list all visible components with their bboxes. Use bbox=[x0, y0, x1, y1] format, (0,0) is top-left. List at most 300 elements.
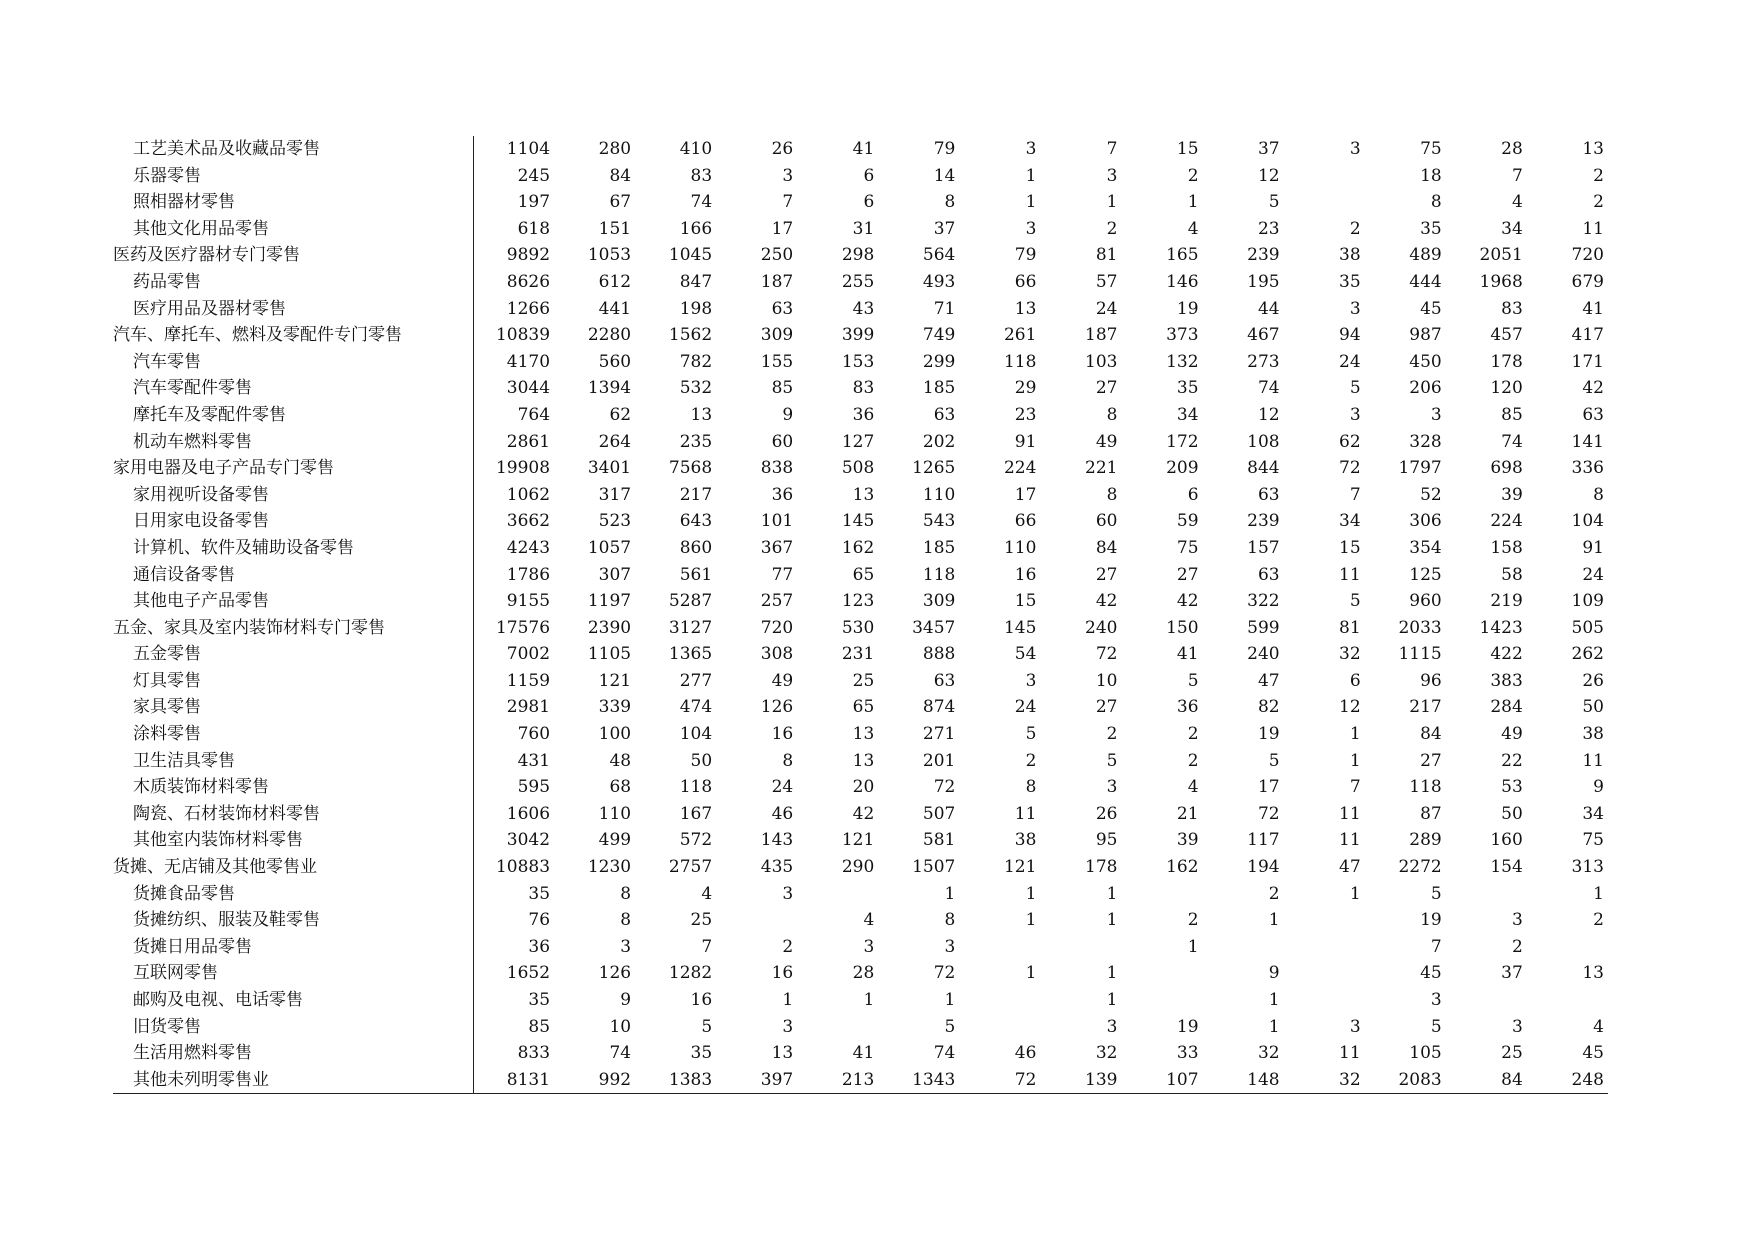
table-cell: 450 bbox=[1409, 351, 1442, 372]
table-row bbox=[113, 801, 1608, 828]
table-cell: 410 bbox=[679, 139, 713, 159]
row-label: 汽车、摩托车、燃料及零配件专门零售 bbox=[113, 322, 473, 349]
table-cell: 11 bbox=[1014, 803, 1037, 824]
table-cell: 74 bbox=[933, 1043, 956, 1064]
table-cell: 2272 bbox=[1398, 857, 1442, 878]
table-cell: 3401 bbox=[587, 458, 632, 479]
table-cell: 59 bbox=[1176, 511, 1199, 532]
table-cell: 85 bbox=[528, 1016, 551, 1037]
table-cell: 3 bbox=[1106, 777, 1118, 798]
table-cell: 4 bbox=[1593, 1016, 1604, 1037]
table-cell: 126 bbox=[598, 963, 632, 984]
table-cell: 250 bbox=[760, 245, 794, 266]
table-cell: 5 bbox=[1268, 192, 1280, 213]
table-row bbox=[113, 322, 1608, 349]
table-row bbox=[113, 615, 1608, 642]
table-cell: 109 bbox=[1571, 591, 1604, 612]
table-cell: 58 bbox=[1501, 564, 1523, 585]
table-row bbox=[113, 960, 1608, 987]
table-cell: 108 bbox=[1247, 431, 1280, 452]
table-cell: 23 bbox=[1257, 218, 1280, 239]
table-cell: 63 bbox=[771, 298, 794, 319]
table-cell: 43 bbox=[852, 298, 875, 319]
table-cell: 187 bbox=[1085, 325, 1118, 346]
table-cell: 1 bbox=[1106, 883, 1118, 904]
table-row bbox=[113, 375, 1608, 402]
table-cell: 72 bbox=[1095, 644, 1118, 665]
table-cell: 121 bbox=[598, 670, 632, 691]
table-row bbox=[113, 774, 1608, 801]
table-cell: 240 bbox=[1085, 617, 1118, 638]
table-cell: 81 bbox=[1095, 245, 1118, 266]
table-cell: 2 bbox=[1187, 724, 1199, 745]
table-cell: 9 bbox=[1268, 963, 1280, 984]
table-cell: 32 bbox=[1095, 1043, 1118, 1064]
table-cell: 15 bbox=[1014, 591, 1037, 612]
table-cell: 833 bbox=[517, 1043, 551, 1064]
table-cell: 4170 bbox=[506, 351, 551, 372]
table-cell: 1 bbox=[1349, 750, 1361, 771]
table-cell: 87 bbox=[1420, 803, 1442, 824]
table-cell: 838 bbox=[760, 458, 794, 479]
row-label: 生活用燃料零售 bbox=[113, 1040, 473, 1067]
table-cell: 94 bbox=[1339, 325, 1361, 346]
table-cell: 10 bbox=[1095, 670, 1118, 691]
table-cell: 290 bbox=[841, 857, 875, 878]
row-label: 汽车零配件零售 bbox=[113, 375, 473, 402]
table-cell: 489 bbox=[1409, 245, 1442, 266]
table-cell: 3662 bbox=[506, 511, 551, 532]
table-cell: 561 bbox=[679, 564, 713, 585]
table-cell: 15 bbox=[1339, 537, 1361, 558]
table-cell: 104 bbox=[679, 724, 713, 745]
table-cell: 41 bbox=[852, 1043, 875, 1064]
table-cell: 35 bbox=[1420, 218, 1442, 239]
table-cell: 16 bbox=[771, 724, 794, 745]
table-cell: 5287 bbox=[668, 591, 713, 612]
table-cell: 3 bbox=[863, 936, 875, 957]
table-cell: 38 bbox=[1582, 724, 1604, 745]
table-cell: 2083 bbox=[1365, 1067, 1446, 1094]
table-cell: 95 bbox=[1095, 830, 1118, 851]
table-cell: 3 bbox=[1430, 404, 1442, 425]
table-cell: 572 bbox=[679, 830, 713, 851]
table-cell: 1159 bbox=[506, 670, 551, 691]
table-cell: 1 bbox=[1025, 963, 1037, 984]
table-row bbox=[113, 562, 1608, 589]
table-cell: 118 bbox=[922, 564, 956, 585]
table-cell: 198 bbox=[679, 298, 713, 319]
table-cell: 7 bbox=[1511, 165, 1523, 186]
table-cell: 5 bbox=[1430, 1016, 1442, 1037]
table-cell: 11 bbox=[1339, 1043, 1361, 1064]
table-cell bbox=[716, 907, 797, 934]
table-cell: 309 bbox=[760, 325, 794, 346]
table-cell: 27 bbox=[1420, 750, 1442, 771]
table-cell: 467 bbox=[1247, 325, 1280, 346]
table-cell: 32 bbox=[1284, 1067, 1365, 1094]
table-cell: 76 bbox=[528, 910, 551, 931]
table-cell: 4 bbox=[1511, 192, 1523, 213]
table-cell: 35 bbox=[528, 990, 551, 1010]
row-label: 计算机、软件及辅助设备零售 bbox=[113, 535, 473, 562]
row-label: 药品零售 bbox=[113, 269, 473, 296]
table-cell bbox=[1284, 163, 1365, 190]
table-cell: 148 bbox=[1203, 1067, 1284, 1094]
table-cell: 45 bbox=[1420, 963, 1442, 984]
table-cell bbox=[1284, 907, 1365, 934]
table-cell: 19 bbox=[1176, 298, 1199, 319]
table-cell: 257 bbox=[760, 591, 794, 612]
row-label: 涂料零售 bbox=[113, 721, 473, 748]
table-cell: 84 bbox=[1095, 537, 1118, 558]
table-cell: 25 bbox=[852, 670, 875, 691]
table-cell: 1343 bbox=[878, 1067, 959, 1094]
table-cell: 27 bbox=[1176, 564, 1199, 585]
table-cell: 23 bbox=[1014, 404, 1037, 425]
table-cell: 120 bbox=[1490, 378, 1523, 399]
table-cell: 217 bbox=[679, 484, 713, 505]
table-cell: 24 bbox=[1095, 298, 1118, 319]
table-cell: 239 bbox=[1247, 245, 1280, 266]
table-cell bbox=[1284, 934, 1365, 961]
table-cell: 1 bbox=[944, 990, 956, 1010]
table-cell: 8 bbox=[1106, 404, 1118, 425]
table-cell: 13 bbox=[852, 750, 875, 771]
row-label: 照相器材零售 bbox=[113, 189, 473, 216]
table-cell: 143 bbox=[760, 830, 794, 851]
table-cell: 50 bbox=[1582, 697, 1604, 718]
table-cell: 240 bbox=[1247, 644, 1280, 665]
table-cell: 42 bbox=[852, 803, 875, 824]
table-cell bbox=[1040, 934, 1121, 961]
table-row bbox=[113, 163, 1608, 190]
table-cell: 165 bbox=[1166, 245, 1199, 266]
table-cell: 85 bbox=[771, 378, 794, 399]
table-cell: 1265 bbox=[912, 458, 956, 479]
table-cell: 847 bbox=[679, 271, 713, 292]
table-cell: 507 bbox=[922, 803, 956, 824]
table-cell: 49 bbox=[771, 670, 794, 691]
table-cell: 1562 bbox=[668, 325, 713, 346]
table-cell: 18 bbox=[1420, 165, 1442, 186]
table-cell: 123 bbox=[841, 591, 875, 612]
table-cell: 34 bbox=[1501, 218, 1523, 239]
table-cell: 224 bbox=[1490, 511, 1523, 532]
table-cell: 53 bbox=[1501, 777, 1523, 798]
table-cell: 307 bbox=[598, 564, 632, 585]
table-cell: 19908 bbox=[495, 458, 551, 479]
table-row bbox=[113, 827, 1608, 854]
table-row bbox=[113, 641, 1608, 668]
table-row bbox=[113, 508, 1608, 535]
table-row bbox=[113, 588, 1608, 615]
table-cell: 1 bbox=[1025, 165, 1037, 186]
table-cell: 532 bbox=[679, 378, 713, 399]
table-cell: 1 bbox=[1593, 883, 1604, 904]
table-cell: 2 bbox=[1106, 724, 1118, 745]
table-cell: 397 bbox=[716, 1067, 797, 1094]
table-cell: 9 bbox=[782, 404, 794, 425]
table-cell: 245 bbox=[517, 165, 551, 186]
table-row bbox=[113, 482, 1608, 509]
table-cell: 499 bbox=[598, 830, 632, 851]
table-cell: 39 bbox=[1501, 484, 1523, 505]
row-label: 医疗用品及器材零售 bbox=[113, 296, 473, 323]
row-label: 互联网零售 bbox=[113, 960, 473, 987]
table-cell: 72 bbox=[1339, 458, 1361, 479]
table-cell: 39 bbox=[1176, 830, 1199, 851]
table-cell: 154 bbox=[1490, 857, 1523, 878]
table-cell: 4 bbox=[1187, 218, 1199, 239]
table-cell: 110 bbox=[1003, 537, 1037, 558]
table-cell: 74 bbox=[1257, 378, 1280, 399]
table-cell: 34 bbox=[1176, 404, 1199, 425]
table-cell: 17 bbox=[771, 218, 794, 239]
table-cell: 2861 bbox=[506, 431, 551, 452]
table-cell: 45 bbox=[1582, 1043, 1604, 1064]
table-cell: 24 bbox=[1339, 351, 1361, 372]
row-label: 其他电子产品零售 bbox=[113, 588, 473, 615]
table-cell: 749 bbox=[922, 325, 956, 346]
row-label: 乐器零售 bbox=[113, 163, 473, 190]
table-cell: 36 bbox=[528, 936, 551, 957]
table-cell bbox=[1203, 934, 1284, 961]
table-cell: 888 bbox=[922, 644, 956, 665]
table-cell: 127 bbox=[841, 431, 875, 452]
table-cell: 698 bbox=[1490, 458, 1523, 479]
table-cell: 2 bbox=[1025, 750, 1037, 771]
table-cell: 289 bbox=[1409, 830, 1442, 851]
table-cell: 595 bbox=[517, 777, 551, 798]
table-cell: 63 bbox=[1582, 404, 1604, 425]
table-cell: 298 bbox=[841, 245, 875, 266]
table-cell: 74 bbox=[609, 1043, 632, 1064]
table-cell: 10883 bbox=[495, 857, 551, 878]
table-cell: 322 bbox=[1247, 591, 1280, 612]
table-cell: 66 bbox=[1014, 271, 1037, 292]
table-cell: 9 bbox=[620, 990, 632, 1010]
table-cell: 224 bbox=[1003, 458, 1037, 479]
table-cell: 36 bbox=[1176, 697, 1199, 718]
table-cell: 100 bbox=[598, 724, 632, 745]
table-cell: 336 bbox=[1571, 458, 1604, 479]
table-cell: 1230 bbox=[587, 857, 632, 878]
table-cell: 52 bbox=[1420, 484, 1442, 505]
table-cell: 14 bbox=[933, 165, 956, 186]
table-cell: 75 bbox=[1176, 537, 1199, 558]
table-cell: 42 bbox=[1095, 591, 1118, 612]
table-cell: 153 bbox=[841, 351, 875, 372]
table-row bbox=[113, 402, 1608, 429]
table-cell: 8 bbox=[1430, 192, 1442, 213]
table-cell: 11 bbox=[1582, 218, 1604, 239]
row-label: 木质装饰材料零售 bbox=[113, 774, 473, 801]
table-cell: 160 bbox=[1490, 830, 1523, 851]
table-cell: 262 bbox=[1571, 644, 1604, 665]
table-cell: 3 bbox=[782, 883, 794, 904]
table-cell: 3 bbox=[1349, 404, 1361, 425]
table-cell: 13 bbox=[852, 724, 875, 745]
table-cell: 49 bbox=[1095, 431, 1118, 452]
table-cell: 1652 bbox=[506, 963, 551, 984]
table-cell: 21 bbox=[1176, 803, 1199, 824]
table-cell: 264 bbox=[598, 431, 632, 452]
table-cell: 328 bbox=[1409, 431, 1442, 452]
table-cell: 3 bbox=[1106, 165, 1118, 186]
table-cell: 66 bbox=[1014, 511, 1037, 532]
table-cell: 121 bbox=[1003, 857, 1037, 878]
table-cell: 28 bbox=[1501, 139, 1523, 159]
table-cell: 844 bbox=[1247, 458, 1280, 479]
table-cell: 2 bbox=[1593, 165, 1604, 186]
table-cell: 2280 bbox=[587, 325, 632, 346]
table-cell: 7568 bbox=[668, 458, 713, 479]
table-row bbox=[113, 296, 1608, 323]
table-cell: 151 bbox=[598, 218, 632, 239]
row-label: 其他室内装饰材料零售 bbox=[113, 827, 473, 854]
table-cell: 6 bbox=[1349, 670, 1361, 691]
table-row bbox=[113, 189, 1608, 216]
table-cell: 13 bbox=[1014, 298, 1037, 319]
table-cell: 7 bbox=[1349, 484, 1361, 505]
table-cell: 271 bbox=[922, 724, 956, 745]
table-cell: 523 bbox=[598, 511, 632, 532]
table-cell: 72 bbox=[933, 963, 956, 984]
table-body bbox=[113, 136, 1608, 1094]
table-cell: 457 bbox=[1490, 325, 1523, 346]
table-cell: 1 bbox=[1187, 192, 1199, 213]
table-cell: 2390 bbox=[587, 617, 632, 638]
table-cell: 209 bbox=[1166, 458, 1199, 479]
table-cell bbox=[1446, 881, 1527, 908]
table-cell: 7 bbox=[1349, 777, 1361, 798]
table-cell: 399 bbox=[841, 325, 875, 346]
table-cell: 117 bbox=[1247, 830, 1280, 851]
table-cell: 1 bbox=[1025, 883, 1037, 904]
table-cell: 581 bbox=[922, 830, 956, 851]
table-cell: 83 bbox=[1501, 298, 1523, 319]
table-cell: 599 bbox=[1247, 617, 1280, 638]
table-cell: 317 bbox=[598, 484, 632, 505]
table-cell: 2757 bbox=[668, 857, 713, 878]
table-cell: 20 bbox=[852, 777, 875, 798]
row-label: 其他文化用品零售 bbox=[113, 216, 473, 243]
table-cell: 27 bbox=[1095, 564, 1118, 585]
table-cell: 277 bbox=[679, 670, 713, 691]
table-cell: 42 bbox=[1582, 378, 1604, 399]
table-cell: 41 bbox=[1176, 644, 1199, 665]
table-cell: 72 bbox=[959, 1067, 1040, 1094]
table-cell: 65 bbox=[852, 697, 875, 718]
table-cell: 1 bbox=[1268, 990, 1280, 1010]
table-cell: 35 bbox=[690, 1043, 713, 1064]
table-cell: 47 bbox=[1339, 857, 1361, 878]
table-cell: 280 bbox=[598, 139, 632, 159]
table-cell: 25 bbox=[690, 910, 713, 931]
table-cell: 10 bbox=[609, 1016, 632, 1037]
table-cell: 2981 bbox=[506, 697, 551, 718]
table-cell: 68 bbox=[609, 777, 632, 798]
table-cell: 612 bbox=[598, 271, 632, 292]
table-cell: 1 bbox=[1025, 192, 1037, 213]
table-cell: 1057 bbox=[587, 537, 632, 558]
table-cell: 2033 bbox=[1398, 617, 1442, 638]
table-cell: 5 bbox=[1349, 378, 1361, 399]
table-cell: 9892 bbox=[506, 245, 551, 266]
table-cell: 284 bbox=[1490, 697, 1523, 718]
table-cell: 197 bbox=[517, 192, 551, 213]
table-cell: 1 bbox=[1349, 883, 1361, 904]
table-cell: 28 bbox=[852, 963, 875, 984]
table-cell: 1 bbox=[1268, 1016, 1280, 1037]
table-cell: 185 bbox=[922, 378, 956, 399]
table-cell: 32 bbox=[1339, 644, 1361, 665]
table-cell: 17576 bbox=[495, 617, 551, 638]
table-cell: 17 bbox=[1257, 777, 1280, 798]
table-cell: 3 bbox=[1430, 990, 1442, 1010]
table-cell: 308 bbox=[760, 644, 794, 665]
table-cell: 145 bbox=[841, 511, 875, 532]
table-cell: 1365 bbox=[668, 644, 713, 665]
table-cell bbox=[797, 881, 878, 908]
table-cell: 37 bbox=[1501, 963, 1523, 984]
table-cell: 309 bbox=[922, 591, 956, 612]
table-row bbox=[113, 535, 1608, 562]
table-cell: 508 bbox=[841, 458, 875, 479]
table-cell: 3 bbox=[782, 165, 794, 186]
table-cell: 3 bbox=[1511, 1016, 1523, 1037]
table-cell: 187 bbox=[760, 271, 794, 292]
table-cell bbox=[959, 1014, 1040, 1041]
table-cell: 35 bbox=[1176, 378, 1199, 399]
table-cell: 2 bbox=[1187, 750, 1199, 771]
table-cell: 255 bbox=[841, 271, 875, 292]
table-cell: 367 bbox=[760, 537, 794, 558]
table-row bbox=[113, 881, 1608, 908]
table-cell: 1104 bbox=[506, 139, 551, 159]
table-cell: 231 bbox=[841, 644, 875, 665]
table-cell: 618 bbox=[517, 218, 551, 239]
table-cell: 8 bbox=[620, 910, 632, 931]
table-cell: 213 bbox=[797, 1067, 878, 1094]
table-cell: 74 bbox=[690, 192, 713, 213]
table-cell: 65 bbox=[852, 564, 875, 585]
table-cell: 63 bbox=[1257, 564, 1280, 585]
table-cell: 91 bbox=[1014, 431, 1037, 452]
table-cell: 60 bbox=[771, 431, 794, 452]
table-cell: 141 bbox=[1571, 431, 1604, 452]
table-cell: 19 bbox=[1420, 910, 1442, 931]
table-cell: 48 bbox=[609, 750, 632, 771]
table-cell: 5 bbox=[701, 1016, 713, 1037]
table-cell: 67 bbox=[609, 192, 632, 213]
table-cell: 12 bbox=[1339, 697, 1361, 718]
table-cell: 3 bbox=[944, 936, 956, 957]
table-cell: 24 bbox=[1014, 697, 1037, 718]
table-cell: 782 bbox=[679, 351, 713, 372]
table-cell: 27 bbox=[1095, 378, 1118, 399]
table-cell: 5 bbox=[1025, 724, 1037, 745]
table-cell: 422 bbox=[1490, 644, 1523, 665]
table-cell: 1 bbox=[1349, 724, 1361, 745]
table-cell: 9 bbox=[1593, 777, 1604, 798]
table-cell: 493 bbox=[922, 271, 956, 292]
row-label: 通信设备零售 bbox=[113, 562, 473, 589]
table-cell: 126 bbox=[760, 697, 794, 718]
table-cell: 60 bbox=[1095, 511, 1118, 532]
table-cell: 77 bbox=[771, 564, 794, 585]
